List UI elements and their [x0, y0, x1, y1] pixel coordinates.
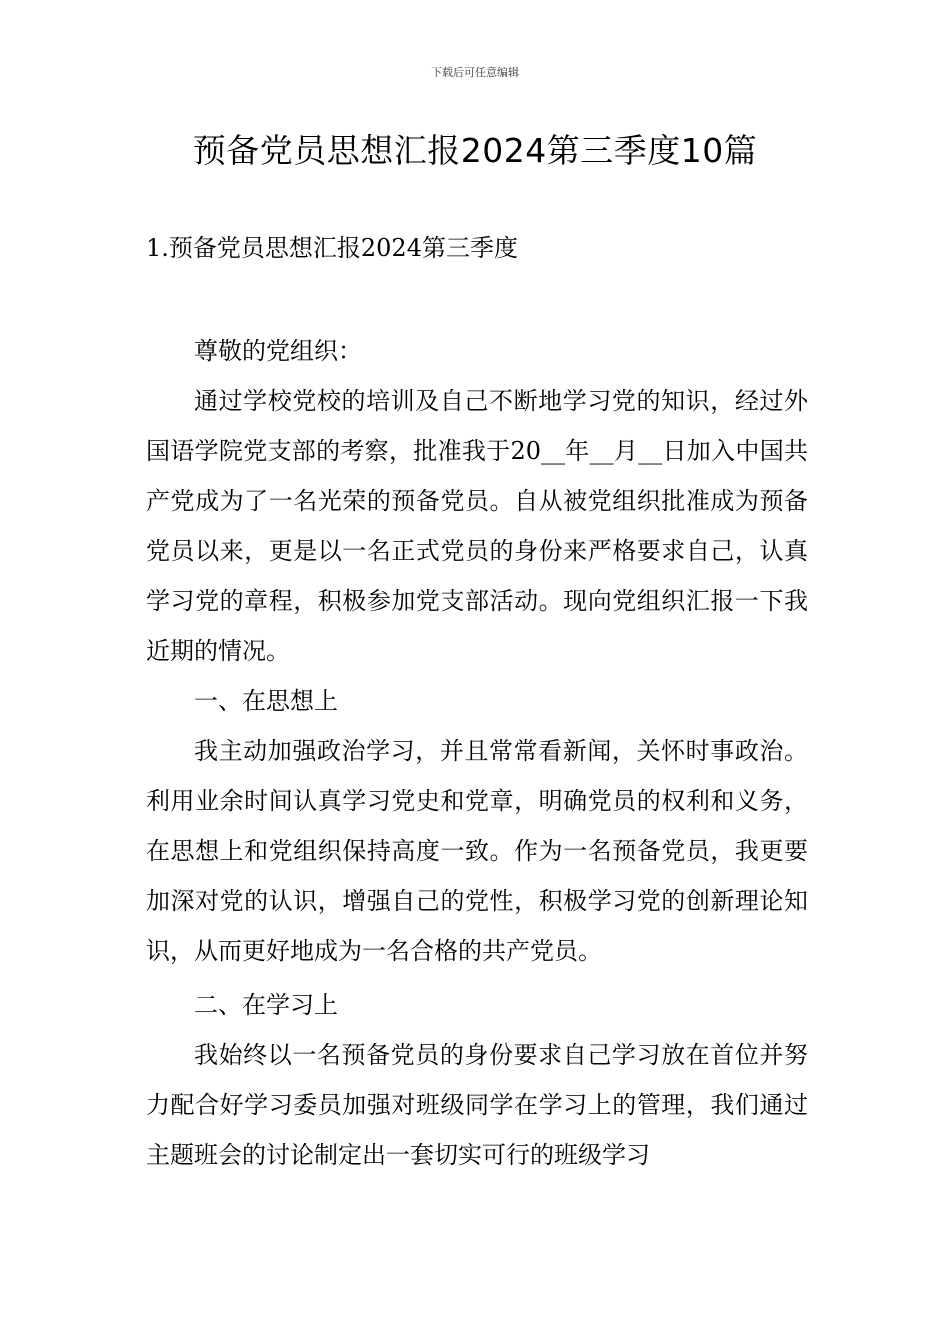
section-heading: 1.预备党员思想汇报2024第三季度 [146, 234, 518, 262]
salutation: 尊敬的党组织： [194, 337, 362, 365]
document-body [146, 326, 808, 1180]
subheading-thought: 一、在思想上 [194, 687, 338, 715]
header-note: 下载后可任意编辑 [431, 66, 519, 79]
document-title: 预备党员思想汇报2024第三季度10篇 [192, 131, 758, 170]
body-paragraph: 通过学校党校的培训及自己不断地学习党的知识，经过外国语学院党支部的考察，批准我于20__年__月__日加入中国共产党成为了一名光荣的预备党员。自从被党组织批准成为预备党员以来，更是以一名正式党员的身份来严格要求自己，认真学习党的章程，积极参加党支部活动。现向党组织汇报一下我近期的情况。 [146, 387, 808, 665]
body-paragraph: 我始终以一名预备党员的身份要求自己学习放在首位并努力配合好学习委员加强对班级同学在学习上的管理，我们通过主题班会的讨论制定出一套切实可行的班级学习 [146, 1041, 808, 1169]
subheading-study: 二、在学习上 [194, 991, 338, 1019]
body-paragraph: 我主动加强政治学习，并且常常看新闻，关怀时事政治。利用业余时间认真学习党史和党章，明确党员的权利和义务，在思想上和党组织保持高度一致。作为一名预备党员，我更要加深对党的认识，增强自己的党性，积极学习党的创新理论知识，从而更好地成为一名合格的共产党员。 [146, 737, 808, 965]
